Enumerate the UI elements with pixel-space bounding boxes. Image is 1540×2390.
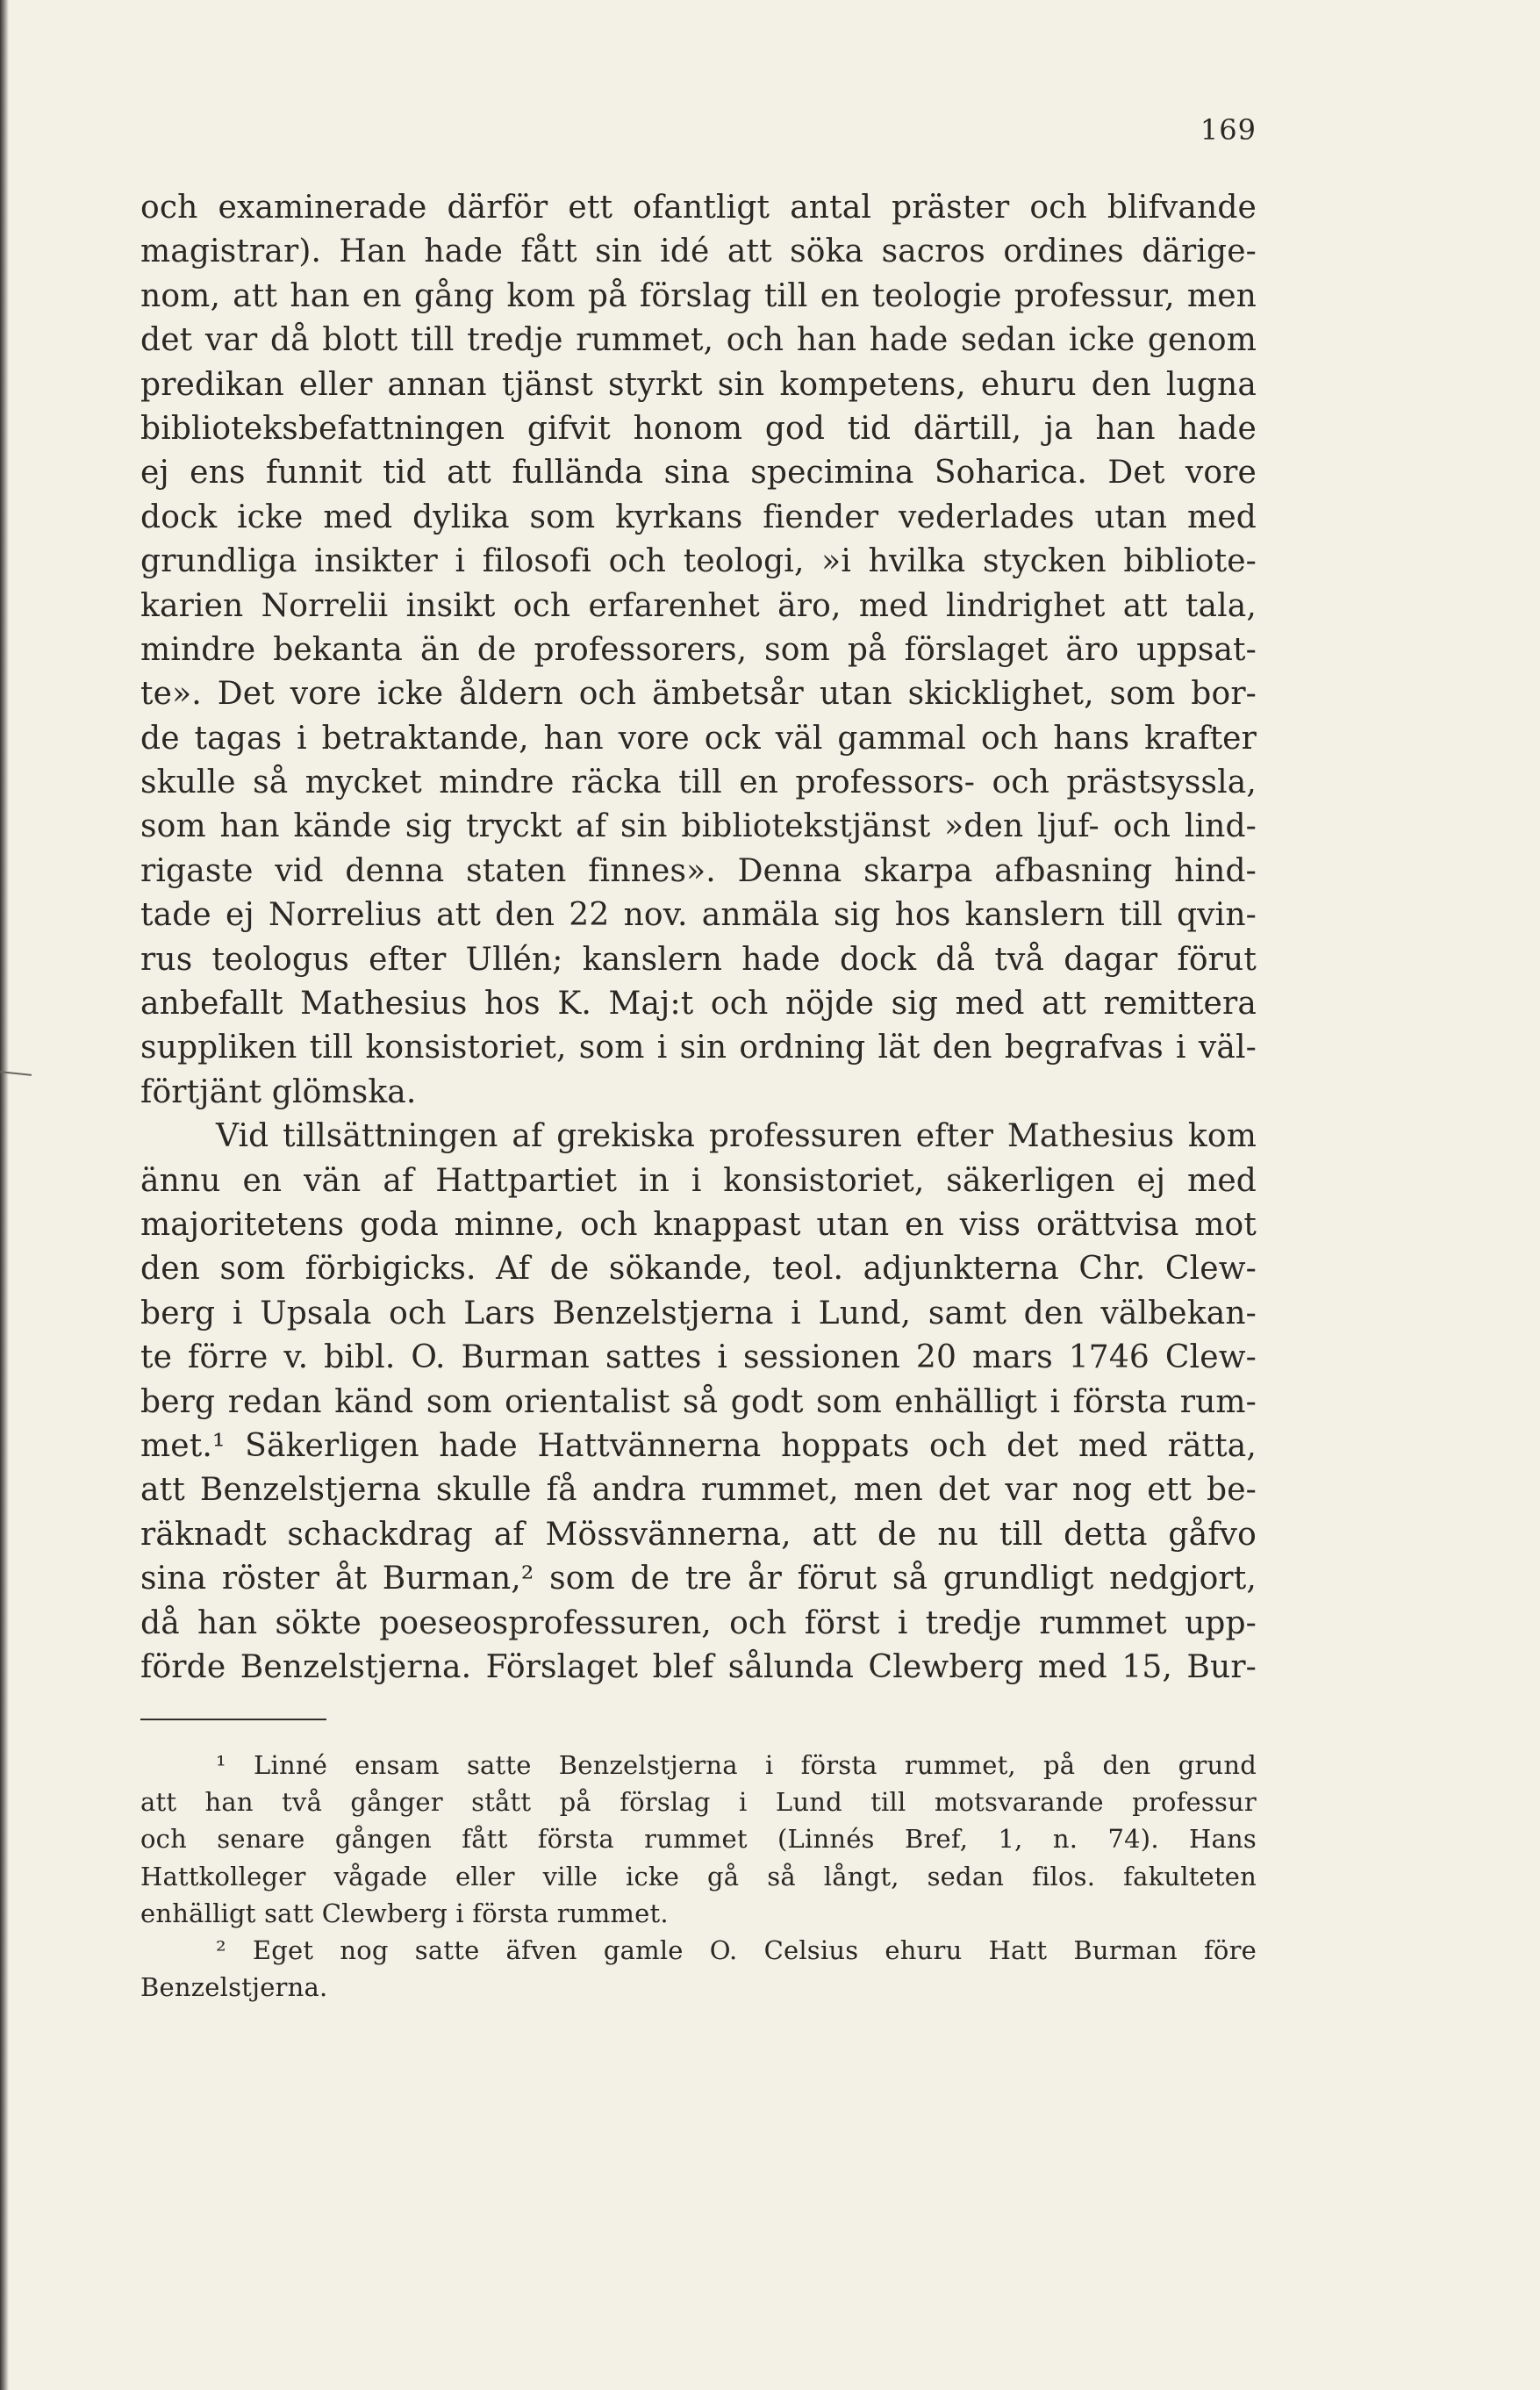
text-line: tade ej Norrelius att den 22 nov. anmäla sig hos kanslern till qvin-: [140, 897, 1257, 934]
text-line: majoritetens goda minne, och knappast utan en viss orättvisa mot: [140, 1206, 1257, 1243]
text-line: de tagas i betraktande, han vore ock väl gammal och hans krafter: [140, 720, 1257, 757]
footnote-line: och senare gången fått första rummet (Linnés Bref, 1, n. 74). Hans: [140, 1824, 1257, 1855]
footnote-divider: [140, 1719, 326, 1720]
footnote-line: ² Eget nog satte äfven gamle O. Celsius ehuru Hatt Burman före: [216, 1934, 1257, 1965]
text-line: biblioteksbefattningen gifvit honom god tid därtill, ja han hade: [140, 410, 1257, 447]
footnote-line: enhälligt satt Clewberg i första rummet.: [140, 1898, 669, 1928]
text-line: ej ens funnit tid att fulländа sina specimina Soharica. Det vore: [140, 455, 1257, 492]
text-line: sina röster åt Burman,² som de tre år förut så grundligt nedgjort,: [140, 1561, 1257, 1597]
text-line: att Benzelstjerna skulle få andra rummet, men det var nog ett be-: [140, 1472, 1257, 1509]
text-line: dock icke med dylika som kyrkans fiender vederlades utan med: [140, 499, 1257, 535]
text-line: förtjänt glömska.: [140, 1073, 417, 1110]
text-line: då han sökte poeseosprofessuren, och först i tredje rummet upp-: [140, 1604, 1257, 1641]
text-line: och examinerade därför ett ofantligt antal präster och blifvande: [140, 190, 1257, 226]
text-line: karien Norrelii insikt och erfarenhet äro, med lindrighet att tala,: [140, 587, 1257, 624]
text-line: som han kände sig tryckt af sin bibliotekstjänst »den ljuf- och lind-: [140, 808, 1257, 845]
text-line: den som förbigicks. Af de sökande, teol. adjunkterna Chr. Clew-: [140, 1251, 1257, 1288]
text-line: te». Det vore icke åldern och ämbetsår utan skicklighet, som bor-: [140, 676, 1257, 713]
text-line: rigaste vid denna staten finnes». Denna skarpa afbasning hind-: [140, 852, 1257, 889]
footnote-line: att han två gånger stått på förslag i Lund till motsvarande professur: [140, 1787, 1257, 1818]
text-line: mindre bekanta än de professorers, som på förslaget äro uppsat-: [140, 631, 1257, 668]
text-line: skulle så mycket mindre räcka till en professors- och prästsyssla,: [140, 764, 1257, 801]
page-binding-edge: [0, 0, 9, 2390]
text-line: förde Benzelstjerna. Förslaget blef sålunda Clewberg med 15, Bur-: [140, 1648, 1257, 1685]
page-number: 169: [1200, 113, 1257, 147]
footnote-line: ¹ Linné ensam satte Benzelstjerna i första rummet, på den grund: [216, 1750, 1257, 1780]
text-line: met.¹ Säkerligen hade Hattvännerna hoppats och det med rätta,: [140, 1427, 1257, 1464]
main-text-block: [140, 186, 1257, 1690]
footnotes-block: [140, 1747, 1257, 2006]
footnote-line: Hattkolleger vågade eller ville icke gå så långt, sedan filos. fakulteten: [140, 1861, 1257, 1891]
text-line: det var då blott till tredje rummet, och han hade sedan icke genom: [140, 322, 1257, 359]
text-line: berg i Upsala och Lars Benzelstjerna i Lund, samt den välbekan-: [140, 1295, 1257, 1331]
text-line: rus teologus efter Ullén; kanslern hade dock då två dagar förut: [140, 941, 1257, 978]
footnote-line: Benzelstjerna.: [140, 1972, 328, 2003]
text-line: anbefallt Mathesius hos K. Maj:t och nöjde sig med att remittera: [140, 986, 1257, 1023]
text-line: räknadt schackdrag af Mössvännerna, att de nu till detta gåfvo: [140, 1516, 1257, 1553]
text-line: te förre v. bibl. O. Burman sattes i sessionen 20 mars 1746 Clew-: [140, 1339, 1257, 1376]
text-line: ännu en vän af Hattpartiet in i konsistoriet, säkerligen ej med: [140, 1162, 1257, 1199]
text-line: magistrar). Han hade fått sin idé att söka sacros ordines därige-: [140, 233, 1257, 270]
text-line: grundliga insikter i filosofi och teologi, »i hvilka stycken bibliote-: [140, 543, 1257, 580]
text-line: berg redan känd som orientalist så godt som enhälligt i första rum-: [140, 1383, 1257, 1420]
text-line: predikan eller annan tjänst styrkt sin kompetens, ehuru den lugna: [140, 366, 1257, 403]
text-line: suppliken till konsistoriet, som i sin ordning lät den begrafvas i väl-: [140, 1030, 1257, 1066]
text-line-paragraph-start: Vid tillsättningen af grekiska professuren efter Mathesius kom: [216, 1118, 1257, 1155]
text-line: nom, att han en gång kom på förslag till en teologie professur, men: [140, 277, 1257, 314]
